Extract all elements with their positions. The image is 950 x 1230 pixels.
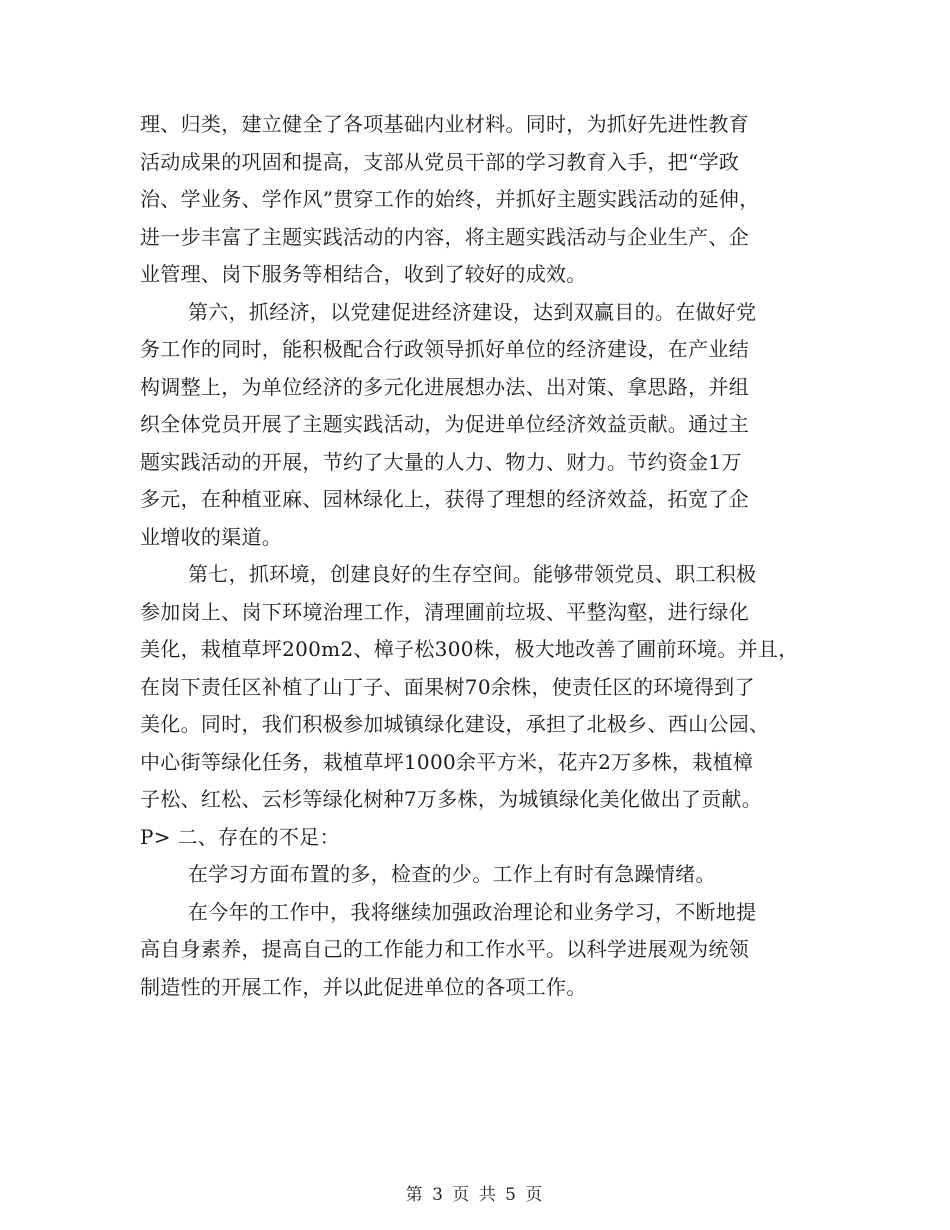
text-line: 中心街等绿化任务，栽植草坪1000余平方米，花卉2万多株，栽植樟 — [140, 749, 754, 774]
text-line: 制造性的开展工作，并以此促进单位的各项工作。 — [140, 974, 587, 999]
text-line: 业增收的渠道。 — [140, 524, 283, 549]
page-number-footer: 第 3 页 共 5 页 — [405, 1185, 545, 1205]
paragraph-start-line: 第六，抓经济，以党建促进经济建设，达到双赢目的。在做好党 — [188, 299, 757, 324]
text-line: 子松、红松、云杉等绿化树种7万多株，为城镇绿化美化做出了贡献。 — [140, 787, 763, 811]
text-line: 美化。同时，我们积极参加城镇绿化建设，承担了北极乡、西山公园、 — [140, 712, 770, 736]
paragraph-start-line: 第七，抓环境，创建良好的生存空间。能够带领党员、职工积极 — [188, 562, 757, 586]
text-line: 活动成果的巩固和提高，支部从党员干部的学习教育入手，把“学政 — [140, 149, 740, 174]
text-line: 构调整上，为单位经济的多元化进展想办法、出对策、拿思路，并组 — [140, 374, 749, 399]
text-line: 在岗下责任区补植了山丁子、面果树70余株，使责任区的环境得到了 — [140, 674, 755, 699]
text-line: 美化，栽植草坪200m2、樟子松300株，极大地改善了圃前环境。并且， — [140, 637, 799, 661]
text-line: 题实践活动的开展，节约了大量的人力、物力、财力。节约资金1万 — [140, 449, 742, 474]
text-line: 治、学业务、学作风”贯穿工作的始终，并抓好主题实践活动的延伸， — [140, 187, 760, 211]
text-line: 织全体党员开展了主题实践活动，为促进单位经济效益贡献。通过主 — [140, 412, 749, 436]
text-line: 业管理、岗下服务等相结合，收到了较好的成效。 — [140, 262, 587, 286]
text-line: 理、归类，建立健全了各项基础内业材料。同时，为抓好先进性教育 — [140, 112, 749, 136]
text-line: 多元，在种植亚麻、园林绿化上，获得了理想的经济效益，拓宽了企 — [140, 487, 749, 511]
text-line: 进一步丰富了主题实践活动的内容，将主题实践活动与企业生产、企 — [140, 224, 749, 249]
text-line: 高自身素养，提高自己的工作能力和工作水平。以科学进展观为统领 — [140, 937, 749, 961]
paragraph-start-line: 在学习方面布置的多，检查的少。工作上有时有急躁情绪。 — [188, 862, 716, 886]
text-line: 参加岗上、岗下环境治理工作，清理圃前垃圾、平整沟壑，进行绿化 — [140, 599, 749, 624]
document-body — [140, 106, 840, 1006]
section-heading: P> 二、存在的不足： — [140, 824, 340, 849]
paragraph-start-line: 在今年的工作中，我将继续加强政治理论和业务学习，不断地提 — [188, 899, 757, 924]
text-line: 务工作的同时，能积极配合行政领导抓好单位的经济建设，在产业结 — [140, 337, 749, 361]
